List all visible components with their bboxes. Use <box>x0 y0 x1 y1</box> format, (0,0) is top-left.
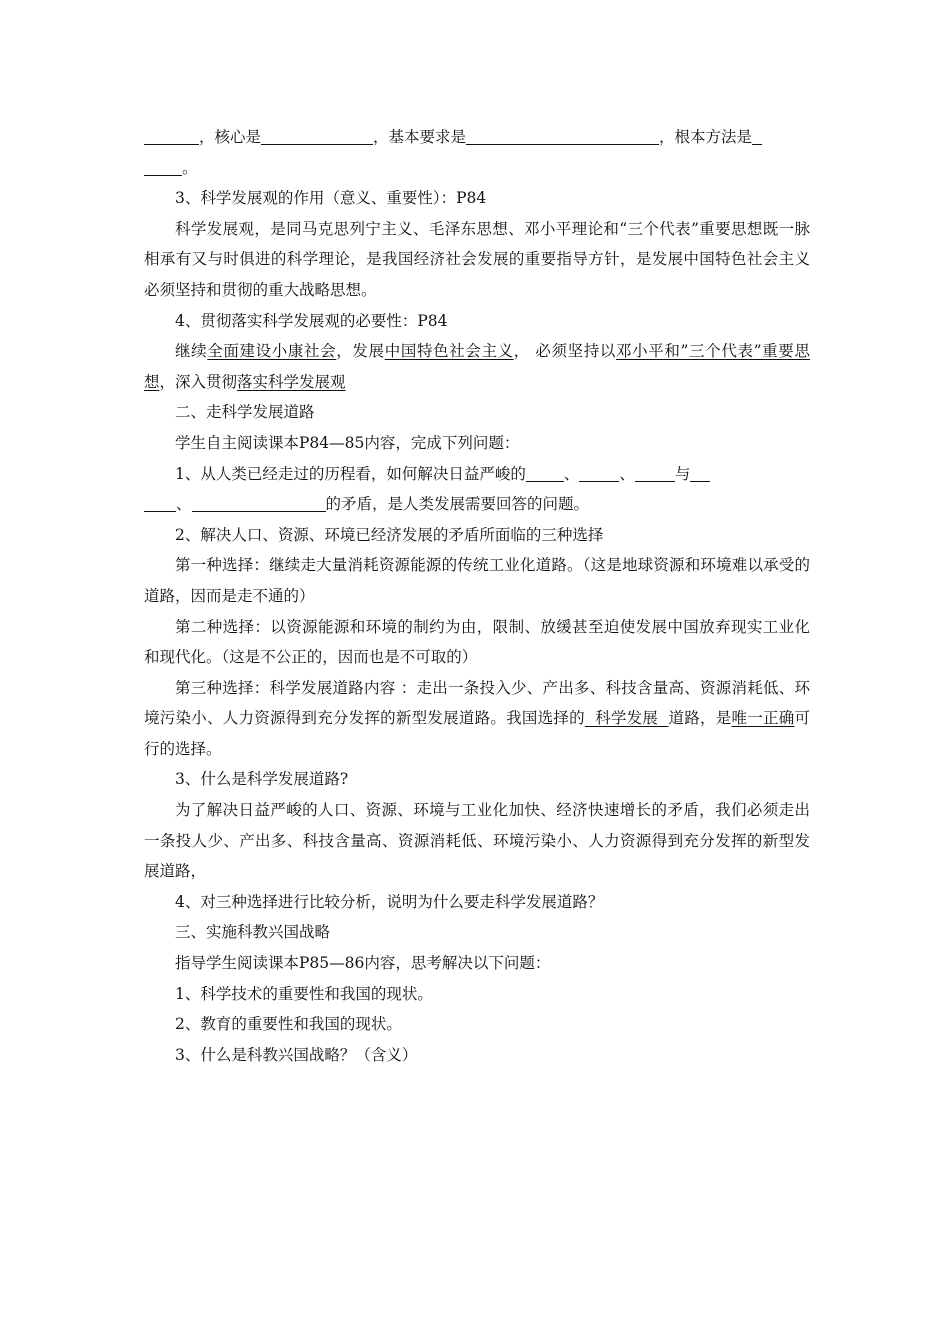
choice-3: 第三种选择：科学发展道路内容 ：走出一条投入少、产出多、科技含量高、资源消耗低、环境污染小、人力资源得到充分发挥的新型发展道路。我国选择的 科学发展 道路，是唯一正确可行的选择。 <box>144 678 810 758</box>
choice-2: 第二种选择：以资源能源和环境的制约为由，限制、放缓甚至迫使发展中国放弃现实工业化和现代化。（这是不公正的，因而也是不可取的） <box>144 617 810 667</box>
section-3-title: 3、科学发展观的作用（意义、重要性）：P84 <box>175 189 487 208</box>
question-3-title: 3、什么是科学发展道路? <box>175 770 349 789</box>
blank <box>261 126 373 145</box>
question-4-title: 4、对三种选择进行比较分析，说明为什么要走科学发展道路？ <box>175 892 604 911</box>
heading-section-2: 二、走科学发展道路 <box>175 403 315 422</box>
blank <box>635 463 675 482</box>
blank <box>579 463 619 482</box>
paragraph-fill-blanks-1: ，核心是 ，基本要求是 ，根本方法是 。 <box>144 122 810 183</box>
blank <box>526 463 564 482</box>
blank <box>144 493 176 512</box>
section-3-question-2: 2、教育的重要性和我国的现状。 <box>175 1015 402 1034</box>
section-2-intro: 学生自主阅读课本P84—85内容，完成下列问题： <box>175 433 520 452</box>
document-page <box>144 122 810 1070</box>
section-3-intro: 指导学生阅读课本P85—86内容，思考解决以下问题： <box>175 954 551 973</box>
question-3-body: 为了解决日益严峻的人口、资源、环境与工业化加快、经济快速增长的矛盾，我们必须走出一条投人少、产出多、科技含量高、资源消耗低、环境污染小、人力资源得到充分发挥的新型发展道路， <box>144 801 810 881</box>
heading-section-3: 三、实施科教兴国战略 <box>175 923 331 942</box>
section-3-question-1: 1、科学技术的重要性和我国的现状。 <box>175 984 433 1003</box>
question-1: 1、从人类已经走过的历程看，如何解决日益严峻的 、 、 与 、 的矛盾，是人类发展需要回答的问题。 <box>144 459 810 520</box>
choice-1: 第一种选择：继续走大量消耗资源能源的传统工业化道路。（这是地球资源和环境难以承受的道路，因而是走不通的） <box>144 556 810 605</box>
blank <box>144 126 199 145</box>
blank <box>144 157 182 176</box>
question-2-title: 2、解决人口、资源、环境已经济发展的矛盾所面临的三种选择 <box>175 525 604 544</box>
blank <box>752 126 762 145</box>
section-4-title: 4、贯彻落实科学发展观的必要性：P84 <box>175 311 448 330</box>
blank <box>690 463 710 482</box>
section-4-body: 继续全面建设小康社会，发展中国特色社会主义， 必须坚持以邓小平和”三个代表”重要思想，深入贯彻落实科学发展观 <box>144 342 810 391</box>
blank <box>466 126 659 145</box>
blank <box>192 493 326 512</box>
section-3-body: 科学发展观，是同马克思列宁主义、毛泽东思想、邓小平理论和“三个代表”重要思想既一脉相承有又与时俱进的科学理论，是我国经济社会发展的重要指导方针，是发展中国特色社会主义必须坚持和贯彻的重大战略思想。 <box>144 219 810 299</box>
section-3-question-3: 3、什么是科教兴国战略？（含义） <box>175 1045 418 1064</box>
